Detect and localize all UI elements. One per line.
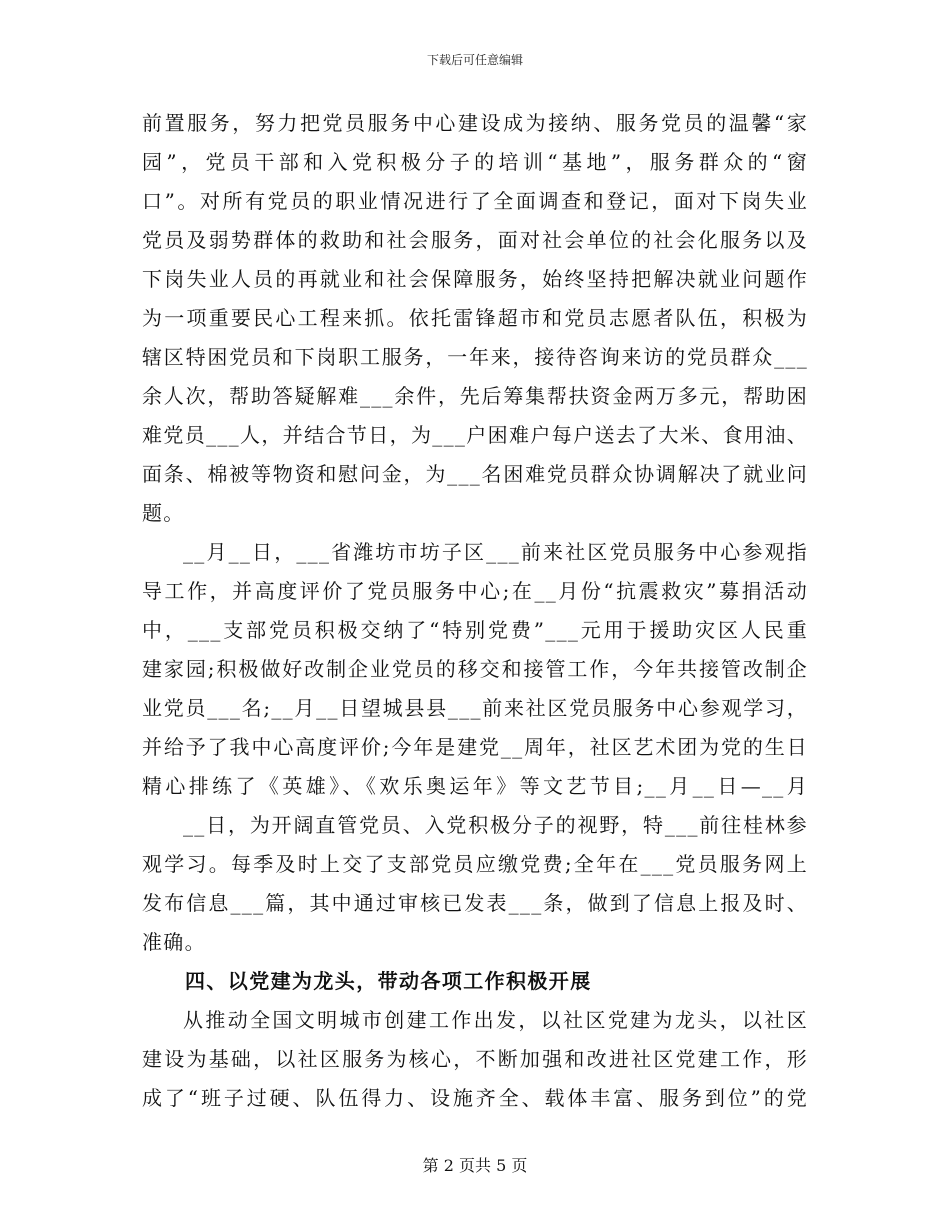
text-line: 难党员___人，并结合节日，为___户困难户每户送去了大米、食用油、 <box>142 423 808 447</box>
text-line: 党员及弱势群体的救助和社会服务，面对社会单位的社会化服务以及 <box>142 228 808 252</box>
text-line: 前置服务，努力把党员服务中心建设成为接纳、服务党员的温馨“家 <box>142 111 808 135</box>
text-line: 为一项重要民心工程来抓。依托雷锋超市和党员志愿者队伍，积极为 <box>142 306 808 330</box>
text-line: 精心排练了《英雄》、《欢乐奥运年》等文艺节目;__月__日—__月 <box>142 774 808 798</box>
text-line: 导工作，并高度评价了党员服务中心;在__月份“抗震救灾”募捐活动 <box>142 579 808 603</box>
text-line: 建家园;积极做好改制企业党员的移交和接管工作，今年共接管改制企 <box>142 657 808 681</box>
text-line: 业党员___名;__月__日望城县县___前来社区党员服务中心参观学习， <box>142 696 808 720</box>
text-line: 园”，党员干部和入党积极分子的培训“基地”，服务群众的“窗 <box>142 150 808 174</box>
text-line: 发布信息___篇，其中通过审核已发表___条，做到了信息上报及时、 <box>142 891 808 915</box>
text-line: 中，___支部党员积极交纳了“特别党费”___元用于援助灾区人民重 <box>142 618 808 642</box>
text-line: 从推动全国文明城市创建工作出发，以社区党建为龙头，以社区 <box>183 1008 808 1032</box>
text-line: 成了“班子过硬、队伍得力、设施齐全、载体丰富、服务到位”的党 <box>142 1086 808 1110</box>
text-line: 辖区特困党员和下岗职工服务，一年来，接待咨询来访的党员群众___ <box>142 345 808 369</box>
document-body <box>142 104 808 1118</box>
text-line: 下岗失业人员的再就业和社会保障服务，始终坚持把解决就业问题作 <box>142 267 808 291</box>
paragraph-party-building <box>142 1001 808 1118</box>
text-line: 面条、棉被等物资和慰问金，为___名困难党员群众协调解决了就业问 <box>142 462 808 486</box>
text-line: 建设为基础，以社区服务为核心，不断加强和改进社区党建工作，形 <box>142 1047 808 1071</box>
paragraph-study-trip <box>142 806 808 962</box>
paragraph-services <box>142 104 808 533</box>
page-header: 下载后可任意编辑 <box>426 53 523 67</box>
text-line: 口”。对所有党员的职业情况进行了全面调查和登记，面对下岗失业 <box>142 189 808 213</box>
text-line: 并给予了我中心高度评价;今年是建党__周年，社区艺术团为党的生日 <box>142 735 808 759</box>
text-line: 题。 <box>142 501 185 525</box>
page-number: 第 2 页共 5 页 <box>422 1156 528 1175</box>
paragraph-visits <box>142 533 808 806</box>
text-line: __月__日，___省潍坊市坊子区___前来社区党员服务中心参观指 <box>183 540 808 564</box>
text-line: 观学习。每季及时上交了支部党员应缴党费;全年在___党员服务网上 <box>142 852 808 876</box>
text-line: 准确。 <box>142 930 206 954</box>
text-line: __日，为开阔直管党员、入党积极分子的视野，特___前往桂林参 <box>183 813 808 837</box>
text-line: 余人次，帮助答疑解难___余件，先后筹集帮扶资金两万多元，帮助困 <box>142 384 808 408</box>
section-heading: 四、以党建为龙头，带动各项工作积极开展 <box>185 969 592 993</box>
